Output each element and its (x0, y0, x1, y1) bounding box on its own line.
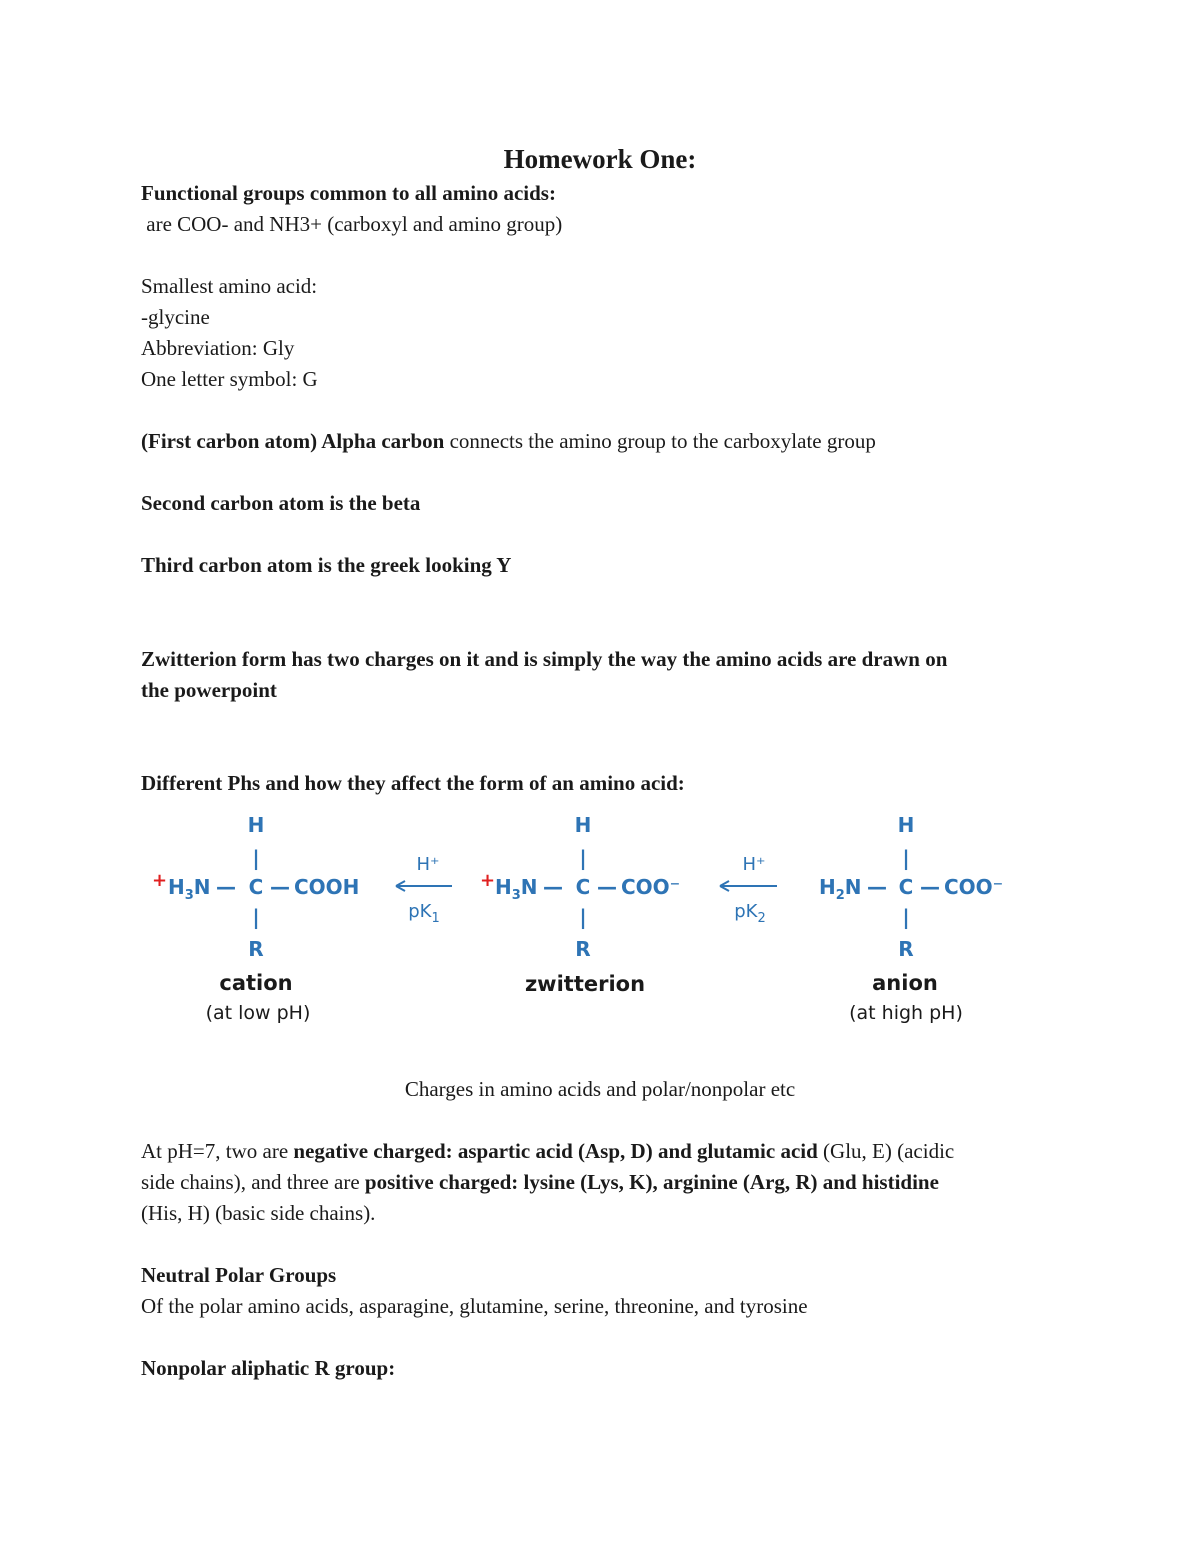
anion-h-top: H (897, 813, 915, 837)
zwitterion-note-line2: the powerpoint (141, 678, 277, 702)
zwitterion-h-top: H (574, 813, 592, 837)
zwitterion-bond-right: — (597, 875, 617, 899)
anion-bond-right: — (920, 875, 940, 899)
alpha-carbon-line (141, 426, 876, 457)
alpha-carbon-bold: (First carbon atom) Alpha carbon (141, 429, 445, 453)
charges-l1-tail: (Glu, E) (acidic (817, 1139, 955, 1163)
neutral-polar-heading: Neutral Polar Groups (141, 1263, 337, 1287)
beta-carbon-line: Second carbon atom is the beta (141, 491, 421, 515)
smallest-amino-label: Smallest amino acid: (141, 274, 318, 298)
anion-bond-bottom: | (902, 905, 910, 929)
zwitterion-structure (480, 813, 680, 996)
abbreviation-line: Abbreviation: Gly (141, 336, 295, 360)
zwitterion-coo: COO⁻ (621, 875, 681, 899)
anion-label: anion (872, 971, 938, 995)
zwitterion-note-line1: Zwitterion form has two charges on it and is simply the way the amino acids are drawn on (141, 647, 948, 671)
anion-r-group: R (898, 937, 914, 961)
equilibrium-arrow-pk2 (720, 854, 777, 926)
equilibrium-arrow-pk1 (396, 854, 452, 926)
cation-label: cation (219, 971, 293, 995)
cation-alpha-carbon: C (248, 875, 264, 899)
cation-bond-top: | (252, 846, 260, 870)
charges-l1-negative: negative charged: aspartic acid (Asp, D) and glutamic acid (293, 1139, 818, 1163)
arrow2-pk: $pK_2$ (734, 901, 766, 926)
zwitterion-plus-charge: + (480, 870, 496, 891)
third-carbon-line: Third carbon atom is the greek looking Y (141, 553, 512, 577)
cation-r-group: R (248, 937, 264, 961)
diagram-caption: Charges in amino acids and polar/nonpolar etc (404, 1077, 796, 1101)
cation-bond-bottom: | (252, 905, 260, 929)
anion-structure (819, 813, 1003, 1024)
smallest-amino-name: -glycine (141, 305, 210, 329)
page-title: Homework One: (503, 144, 697, 174)
anion-bond-top: | (902, 846, 910, 870)
anion-amine: $H_2N$ (819, 875, 862, 903)
anion-alpha-carbon: C (898, 875, 914, 899)
zwitterion-bond-left: — (543, 875, 563, 899)
zwitterion-bond-top: | (579, 846, 587, 870)
cation-amine: $H_3N$ (168, 875, 211, 903)
anion-bond-left: — (867, 875, 887, 899)
charges-l1-intro: At pH=7, two are (141, 1139, 294, 1163)
charges-l2-intro: side chains), and three are (141, 1170, 365, 1194)
arrow1-h-plus: H⁺ (416, 854, 440, 875)
charges-line-2 (141, 1167, 939, 1198)
cation-structure (152, 813, 359, 1024)
zwitterion-amine: $H_3N$ (495, 875, 538, 903)
amino-acid-forms-diagram (140, 806, 1020, 1036)
neutral-polar-text: Of the polar amino acids, asparagine, glutamine, serine, threonine, and tyrosine (141, 1294, 808, 1318)
functional-groups-text: are COO- and NH3+ (carboxyl and amino group) (141, 212, 563, 236)
zwitterion-r-group: R (575, 937, 591, 961)
zwitterion-label: zwitterion (524, 972, 646, 996)
arrow1-pk: $pK_1$ (408, 901, 440, 926)
cation-cooh: COOH (294, 875, 360, 899)
nonpolar-heading: Nonpolar aliphatic R group: (141, 1356, 396, 1380)
zwitterion-bond-bottom: | (579, 905, 587, 929)
one-letter-symbol-line: One letter symbol: G (141, 367, 318, 391)
charges-line-3: (His, H) (basic side chains). (141, 1201, 376, 1225)
cation-bond-left: — (216, 875, 236, 899)
cation-h-top: H (247, 813, 265, 837)
alpha-carbon-rest: connects the amino group to the carboxylate group (444, 429, 876, 453)
cation-plus-charge: + (152, 870, 168, 891)
charges-line-1 (141, 1136, 954, 1167)
functional-groups-heading: Functional groups common to all amino acids: (141, 181, 556, 205)
cation-bond-right: — (270, 875, 290, 899)
charges-l2-positive: positive charged: lysine (Lys, K), arginine (Arg, R) and histidine (364, 1170, 939, 1194)
zwitterion-alpha-carbon: C (575, 875, 591, 899)
arrow2-h-plus: H⁺ (742, 854, 766, 875)
cation-note: (at low pH) (205, 1002, 311, 1024)
anion-coo: COO⁻ (944, 875, 1004, 899)
different-ph-heading: Different Phs and how they affect the form of an amino acid: (141, 771, 685, 795)
anion-note: (at high pH) (849, 1002, 963, 1024)
